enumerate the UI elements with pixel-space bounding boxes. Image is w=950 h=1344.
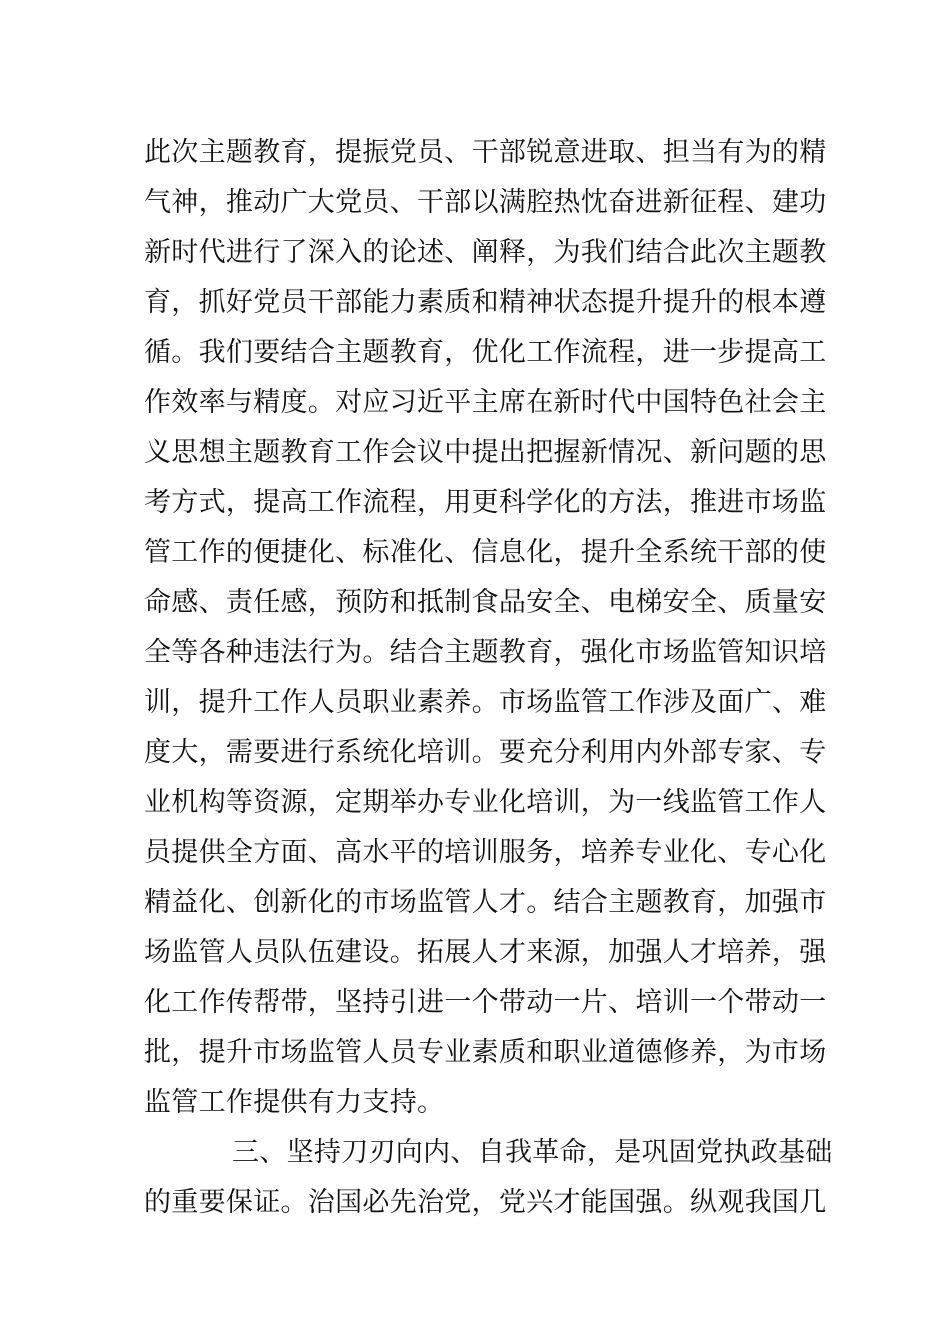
section-heading-three: 三、坚持刀刃向内、自我革命，是巩固党执政基础 <box>232 1137 833 1168</box>
text-line: 批，提升市场监管人员专业素质和职业道德修养，为市场 <box>144 1037 827 1068</box>
text-line: 作效率与精度。对应习近平主席在新时代中国特色社会主 <box>144 387 827 418</box>
text-line: 全等各种违法行为。结合主题教育，强化市场监管知识培 <box>144 637 827 668</box>
text-line: 此次主题教育，提振党员、干部锐意进取、担当有为的精 <box>144 137 827 168</box>
text-line: 精益化、创新化的市场监管人才。结合主题教育，加强市 <box>144 887 827 918</box>
text-line: 新时代进行了深入的论述、阐释，为我们结合此次主题教 <box>144 237 827 268</box>
text-line: 义思想主题教育工作会议中提出把握新情况、新问题的思 <box>144 437 827 468</box>
text-line: 育，抓好党员干部能力素质和精神状态提升提升的根本遵 <box>144 287 827 318</box>
text-line: 化工作传帮带，坚持引进一个带动一片、培训一个带动一 <box>144 987 827 1018</box>
text-line: 的重要保证。治国必先治党，党兴才能国强。纵观我国几 <box>144 1187 827 1218</box>
text-line: 气神，推动广大党员、干部以满腔热忱奋进新征程、建功 <box>144 187 827 218</box>
text-line: 业机构等资源，定期举办专业化培训，为一线监管工作人 <box>144 787 827 818</box>
text-line: 考方式，提高工作流程，用更科学化的方法，推进市场监 <box>144 487 827 518</box>
text-line: 场监管人员队伍建设。拓展人才来源，加强人才培养，强 <box>144 937 827 968</box>
text-line: 度大，需要进行系统化培训。要充分利用内外部专家、专 <box>144 737 827 768</box>
text-line: 员提供全方面、高水平的培训服务，培养专业化、专心化 <box>144 837 827 868</box>
text-line: 管工作的便捷化、标准化、信息化，提升全系统干部的使 <box>144 537 827 568</box>
text-line: 循。我们要结合主题教育，优化工作流程，进一步提高工 <box>144 337 827 368</box>
text-line: 训，提升工作人员职业素养。市场监管工作涉及面广、难 <box>144 687 827 718</box>
text-line-last: 监管工作提供有力支持。 <box>144 1087 445 1118</box>
text-line: 命感、责任感，预防和抵制食品安全、电梯安全、质量安 <box>144 587 827 618</box>
